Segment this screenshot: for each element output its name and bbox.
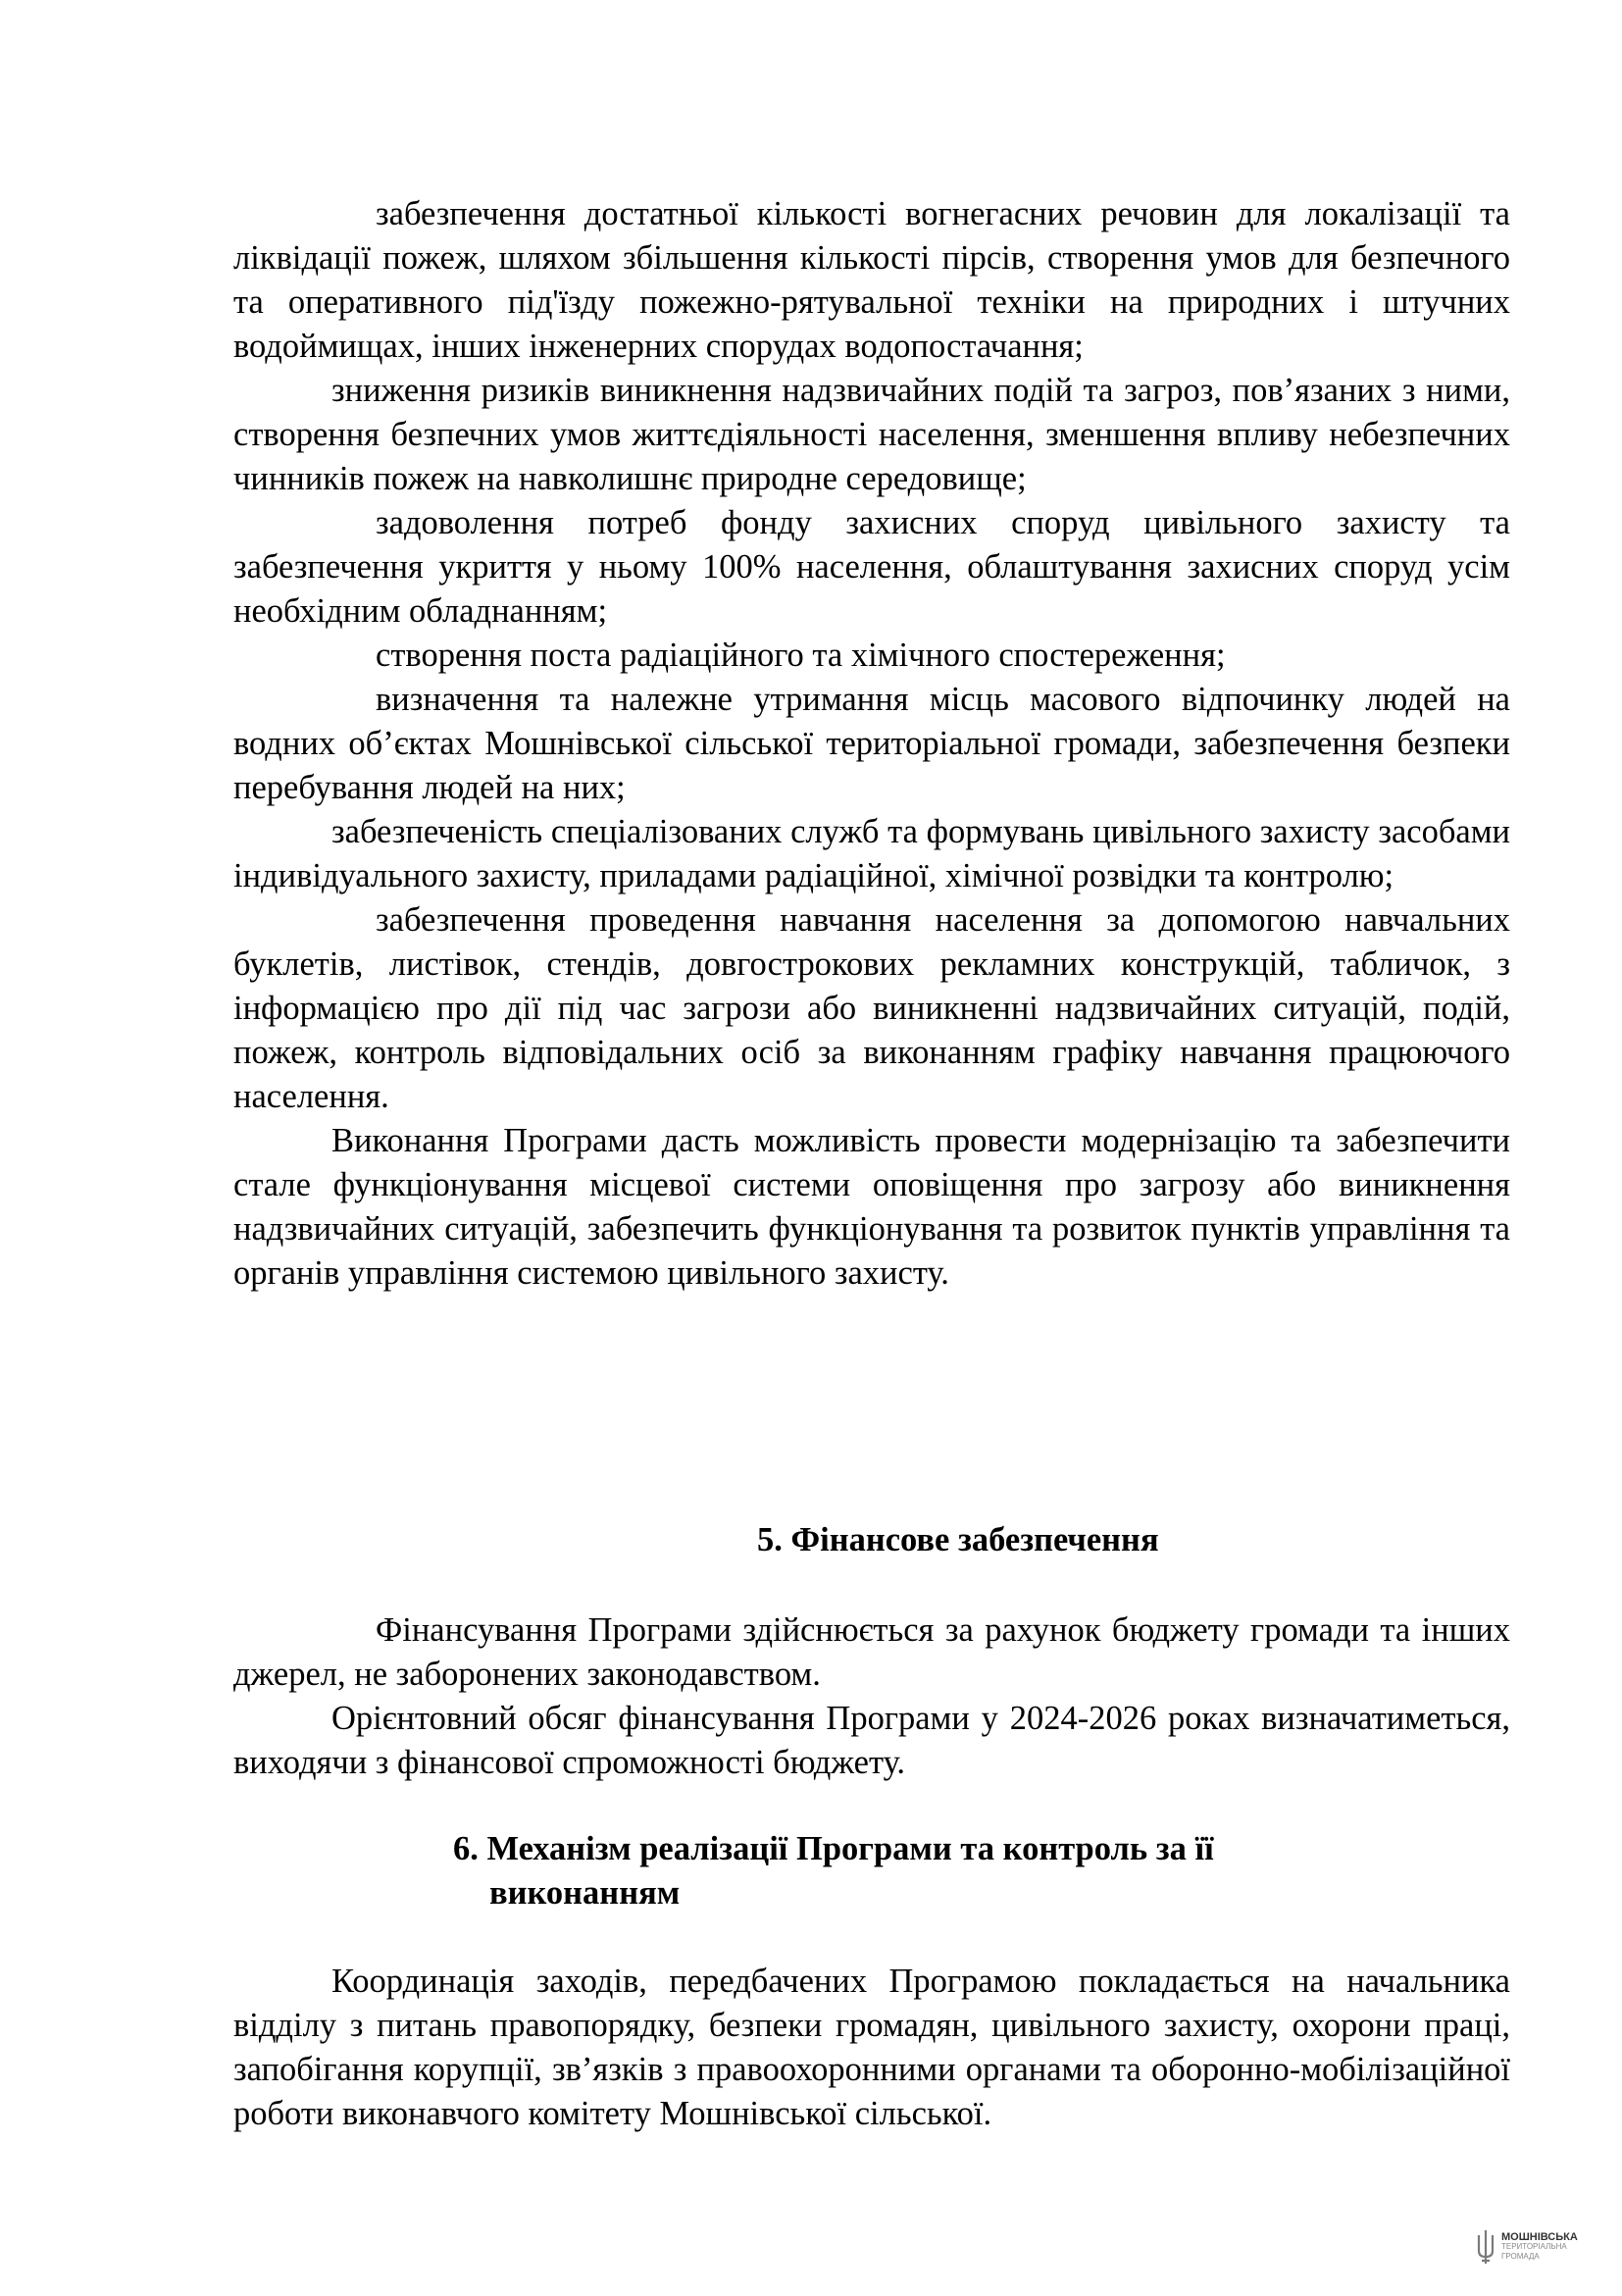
logo-line2: ТЕРИТОРІАЛЬНА xyxy=(1501,2242,1567,2251)
paragraph: задоволення потреб фонду захисних споруд цивільного захисту та забезпечення укриття у ньому 100% населення, облаштування захисних споруд усім необхідним обладнанням; xyxy=(233,504,1510,630)
paragraph: забезпечення достатньої кількості вогнегасних речовин для локалізації та ліквідації пожеж, шляхом збільшення кількості пірсів, створення умов для безпечного та оперативного під'їзду пожежно-рятувальної техніки на природних і штучних водоймищах, інших інженерних спорудах водопостачання; xyxy=(233,195,1510,365)
logo-text xyxy=(1501,2232,1578,2262)
section5-body xyxy=(233,1608,1510,1785)
paragraph: забезпеченість спеціалізованих служб та формувань цивільного захисту засобами індивідуального захисту, приладами радіаційної, хімічної розвідки та контролю; xyxy=(233,813,1510,894)
logo-line1: МОШНІВСЬКА xyxy=(1501,2231,1578,2243)
paragraph: Орієнтовний обсяг фінансування Програми у 2024-2026 роках визначатиметься, виходячи з фінансової спроможності бюджету. xyxy=(233,1700,1510,1781)
paragraph: створення поста радіаційного та хімічного спостереження; xyxy=(376,637,1226,674)
section6-heading-line2: виконанням xyxy=(489,1874,681,1912)
paragraph: Фінансування Програми здійснюється за рахунок бюджету громади та інших джерел, не заборонених законодавством. xyxy=(233,1611,1510,1693)
logo-line3: ГРОМАДА xyxy=(1501,2252,1540,2261)
paragraph: Виконання Програми дасть можливість провести модернізацію та забезпечити стале функціонування місцевої системи оповіщення про загрозу або виникнення надзвичайних ситуацій, забезпечить функціонування та розвиток пунктів управління та органів управління системою цивільного захисту. xyxy=(233,1122,1510,1292)
section6-body xyxy=(233,1960,1510,2136)
section6-heading-line1: 6. Механізм реалізації Програми та контроль за її xyxy=(453,1830,1214,1867)
section6-heading xyxy=(453,1827,1214,1915)
section4-body xyxy=(233,192,1510,1296)
community-logo xyxy=(1474,2227,1578,2267)
paragraph: Координація заходів, передбачених Програмою покладається на начальника відділу з питань правопорядку, безпеки громадян, цивільного захисту, охорони праці, запобігання корупції, зв’язків з правоохоронними органами та оборонно-мобілізаційної роботи виконавчого комітету Мошнівської сільської. xyxy=(233,1963,1510,2132)
paragraph: зниження ризиків виникнення надзвичайних подій та загроз, пов’язаних з ними, створення безпечних умов життєдіяльності населення, зменшення впливу небезпечних чинників пожеж на навколишнє природне середовище; xyxy=(233,372,1510,497)
paragraph: забезпечення проведення навчання населення за допомогою навчальних буклетів, листівок, стендів, довгострокових рекламних конструкцій, табличок, з інформацією про дії під час загрози або виникненні надзвичайних ситуацій, подій, пожеж, контроль відповідальних осіб за виконанням графіку навчання працюючого населення. xyxy=(233,901,1510,1115)
paragraph: визначення та належне утримання місць масового відпочинку людей на водних об’єктах Мошнівської сільської територіальної громади, забезпечення безпеки перебування людей на них; xyxy=(233,681,1510,806)
section5-heading: 5. Фінансове забезпечення xyxy=(757,1521,1159,1558)
trident-icon xyxy=(1474,2227,1497,2267)
